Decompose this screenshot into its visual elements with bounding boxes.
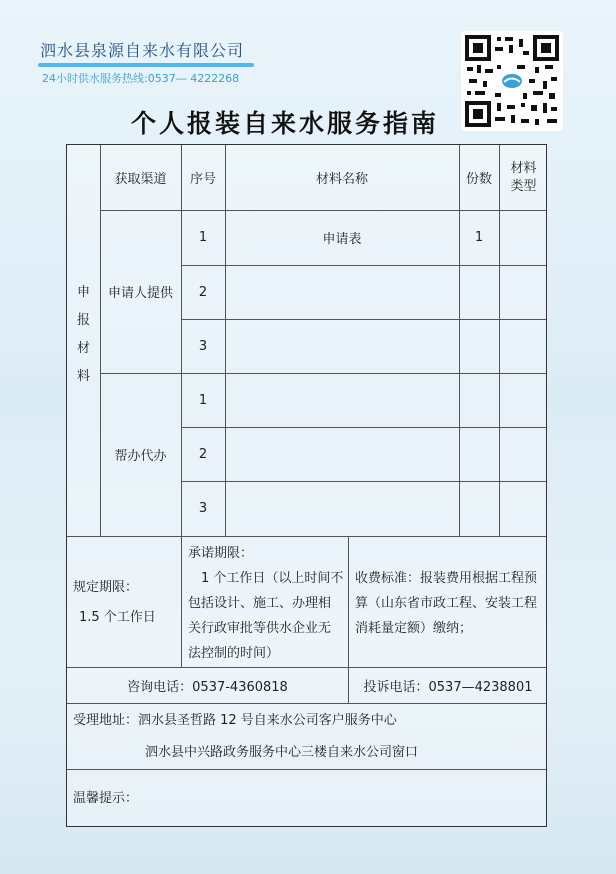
row-no: 2 bbox=[198, 446, 208, 462]
row-no: 3 bbox=[198, 338, 208, 354]
divider-terms-1 bbox=[181, 536, 182, 667]
row-no: 1 bbox=[198, 392, 208, 408]
tips-label: 温馨提示： bbox=[73, 791, 139, 806]
row-no: 3 bbox=[198, 501, 208, 516]
header-copies: 份数 bbox=[465, 172, 492, 187]
promise-text: 包括设计、施工、办理相 bbox=[188, 596, 332, 611]
divider-terms bbox=[67, 536, 546, 537]
promise-text: 关行政审批等供水企业无 bbox=[188, 621, 332, 636]
service-guide-table bbox=[66, 144, 547, 827]
header-no: 序号 bbox=[189, 172, 216, 187]
divider-tips bbox=[67, 769, 546, 770]
channel-applicant: 申请人提供 bbox=[107, 286, 173, 301]
section-char: 报 bbox=[76, 313, 90, 328]
row-name: 申请表 bbox=[322, 232, 362, 247]
address-line-1: 受理地址：泗水县圣哲路 12 号自来水公司客户服务中心 bbox=[73, 713, 397, 728]
header-type: 材料类型 bbox=[510, 160, 537, 194]
section-label bbox=[67, 265, 100, 405]
divider-row bbox=[181, 481, 546, 482]
complaint-phone: 投诉电话：0537—4238801 bbox=[363, 679, 533, 695]
divider-terms-2 bbox=[348, 536, 349, 667]
hotline-label: 24小时供水服务热线: bbox=[42, 72, 148, 85]
divider-row bbox=[181, 427, 546, 428]
section-char: 料 bbox=[76, 369, 90, 384]
divider-address bbox=[67, 703, 546, 704]
row-copies: 1 bbox=[474, 230, 484, 245]
promise-text: 1 个工作日（以上时间不 bbox=[201, 571, 344, 586]
divider-row bbox=[181, 319, 546, 320]
fee-text: 收费标准：报装费用根据工程预 bbox=[355, 571, 538, 586]
address-line-2: 泗水县中兴路政务服务中心三楼自来水公司窗口 bbox=[145, 745, 419, 760]
section-char: 申 bbox=[76, 285, 90, 300]
promise-text: 法控制的时间） bbox=[188, 646, 280, 661]
header-channel: 获取渠道 bbox=[114, 172, 167, 187]
deadline-label: 规定期限： bbox=[73, 580, 139, 595]
company-underline bbox=[38, 63, 254, 67]
channel-assisted: 帮办代办 bbox=[114, 449, 167, 464]
fee-text: 消耗量定额）缴纳； bbox=[355, 621, 473, 636]
section-char: 材 bbox=[76, 341, 90, 356]
hotline-number: 0537— 4222268 bbox=[147, 72, 240, 85]
page-title: 个人报装自来水服务指南 bbox=[130, 109, 439, 138]
fee-text: 算（山东省市政工程、安装工程 bbox=[355, 596, 538, 611]
hotline bbox=[42, 70, 239, 86]
deadline-value: 1.5 个工作日 bbox=[79, 610, 156, 625]
divider-row bbox=[181, 265, 546, 266]
header-name: 材料名称 bbox=[315, 172, 368, 187]
row-no: 2 bbox=[198, 284, 208, 300]
row-no: 1 bbox=[198, 230, 208, 245]
consult-phone: 咨询电话：0537-4360818 bbox=[127, 679, 288, 695]
company-name: 泗水县泉源自来水有限公司 bbox=[40, 41, 245, 60]
promise-label: 承诺期限： bbox=[188, 546, 254, 561]
